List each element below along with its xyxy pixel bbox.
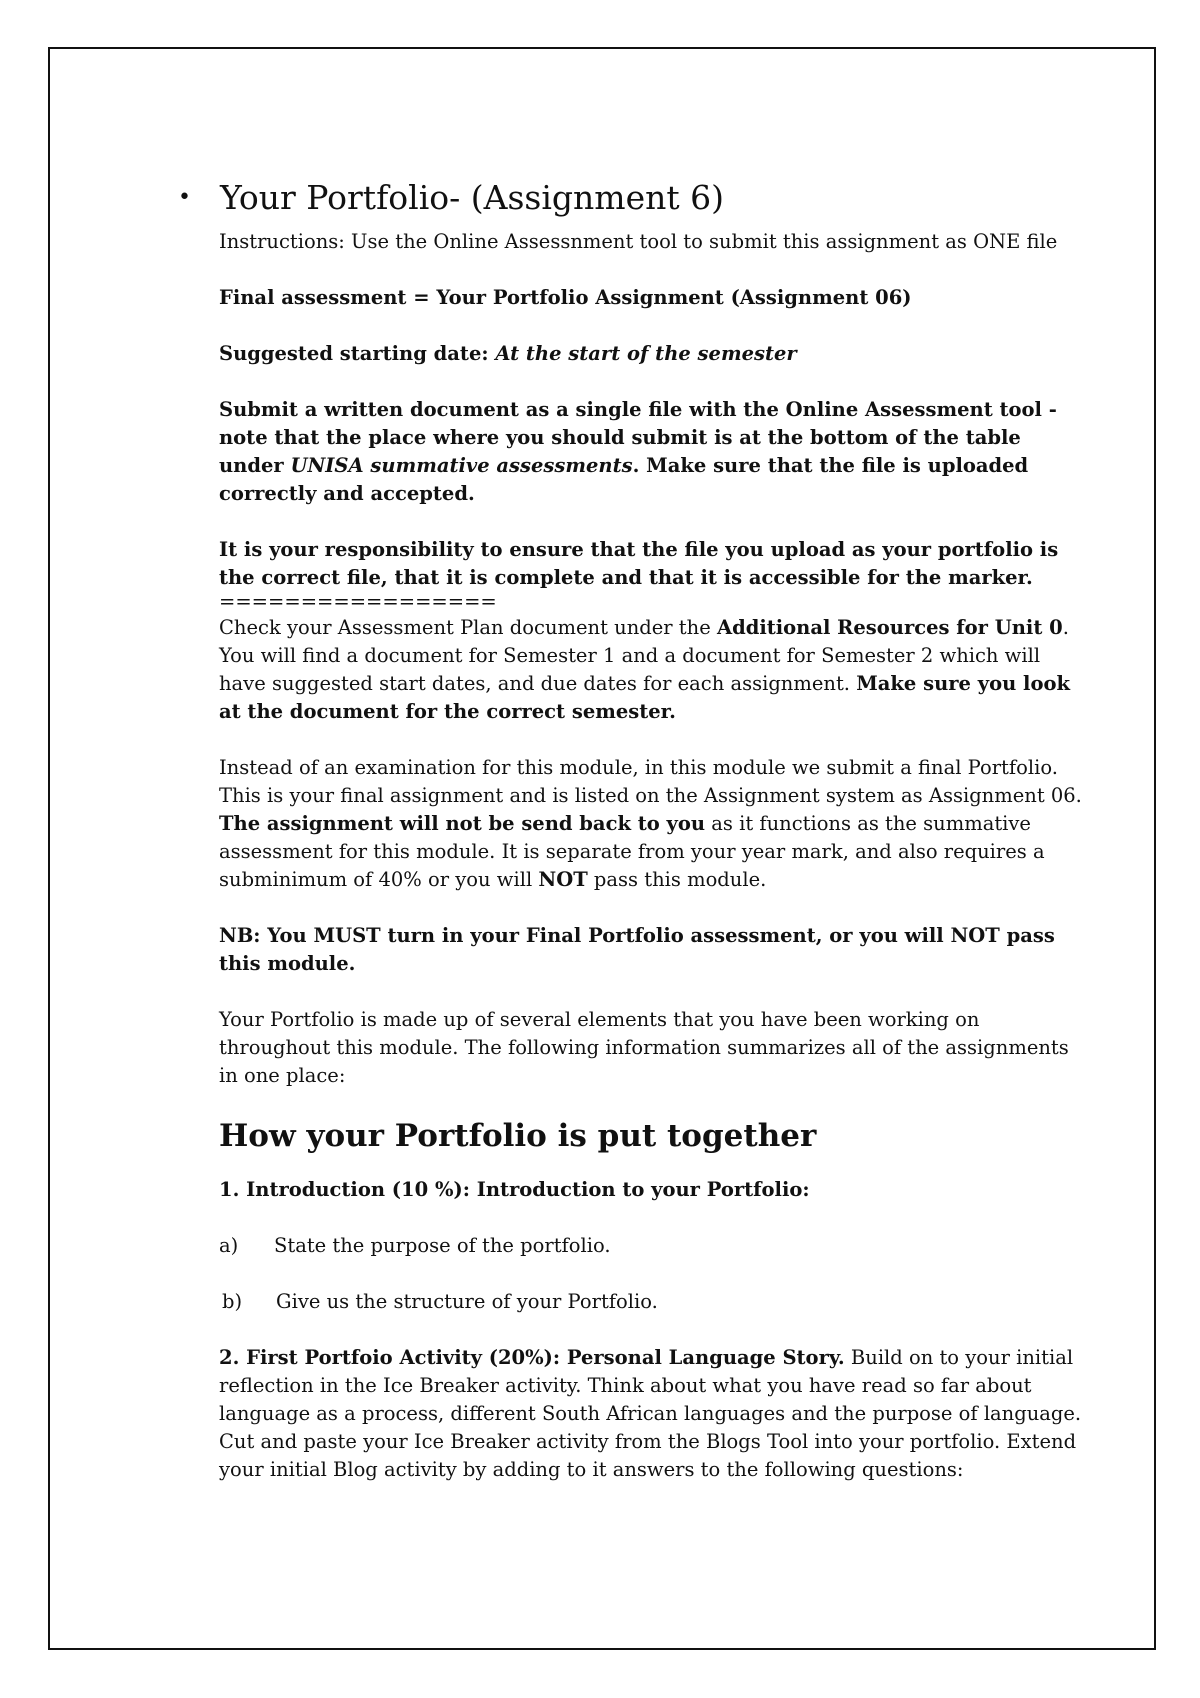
list-marker: a) [219,1234,239,1257]
exam-paragraph [219,754,1089,894]
list-item-text: Give us the structure of your Portfolio. [276,1290,658,1313]
section-heading: How your Portfolio is put together [219,1118,817,1154]
document-body [219,170,1089,1484]
starting-date-value: At the start of the semester [495,342,797,365]
plan-text-2: . You will find a document for Semester 1 and a document for Semester 2 which will have suggested start dates, and due dates for each assignment. [219,616,1069,695]
list-item [219,1232,1089,1260]
assessment-plan-paragraph [219,614,1089,726]
final-assessment-text: Final assessment = Your Portfolio Assignment (Assignment 06) [219,286,912,309]
section-2-text: Build on to your initial reflection in the Ice Breaker activity. Think about what you have read so far about language as a process, different South African languages and the purpose of language. Cut and paste your Ice Breaker activity from the Blogs Tool into your portfolio. Extend your initial Blog activity by adding to it answers to the following questions: [219,1346,1082,1481]
instructions-text: Instructions: Use the Online Assessnment tool to submit this assignment as ONE file [219,230,1058,253]
submit-text-2: . Make sure that the file is uploaded correctly and accepted. [219,454,1029,505]
starting-date-label: Suggested starting date: [219,342,496,365]
list-marker: b) [222,1290,243,1313]
plan-bold-1: Additional Resources for Unit 0 [716,616,1063,639]
section-1-title: 1. Introduction (10 %): Introduction to your Portfolio: [219,1178,810,1201]
exam-text-2: as it functions as the summative assessment for this module. It is separate from your year mark, and also requires a subminimum of 40% or you will [219,812,1045,891]
section-2-title: 2. First Portfoio Activity (20%): Personal Language Story. [219,1346,845,1369]
list-item-text: State the purpose of the portfolio. [274,1234,611,1257]
submit-italic: UNISA summative assessments [290,454,633,477]
exam-text-3: pass this module. [587,868,767,891]
exam-text-1: Instead of an examination for this module, in this module we submit a final Portfolio. This is your final assignment and is listed on the Assignment system as Assignment 06. [219,756,1082,807]
starting-date-line [219,340,1089,368]
elements-paragraph: Your Portfolio is made up of several elements that you have been working on throughout this module. The following information summarizes all of the assignments in one place: [219,1008,1069,1087]
plan-text-1: Check your Assessment Plan document under the [219,616,717,639]
bullet-icon: • [178,185,191,210]
list-item [219,1288,1089,1316]
nb-paragraph: NB: You MUST turn in your Final Portfolio assessment, or you will NOT pass this module. [219,924,1055,975]
submit-text-1: Submit a written document as a single file with the Online Assessment tool - note that the place where you should submit is at the bottom of the table under [219,398,1057,477]
section-2-paragraph [219,1344,1089,1484]
exam-bold-1: The assignment will not be send back to you [219,812,706,835]
responsibility-paragraph: It is your responsibility to ensure that the file you upload as your portfolio is the correct file, that it is complete and that it is accessible for the marker. [219,538,1059,589]
submit-paragraph [219,396,1089,508]
divider-line: ================= [219,590,497,613]
plan-bold-2: Make sure you look at the document for the correct semester. [219,672,1070,723]
exam-bold-2: NOT [538,868,588,891]
page-title-text: Your Portfolio- (Assignment 6) [220,178,724,217]
